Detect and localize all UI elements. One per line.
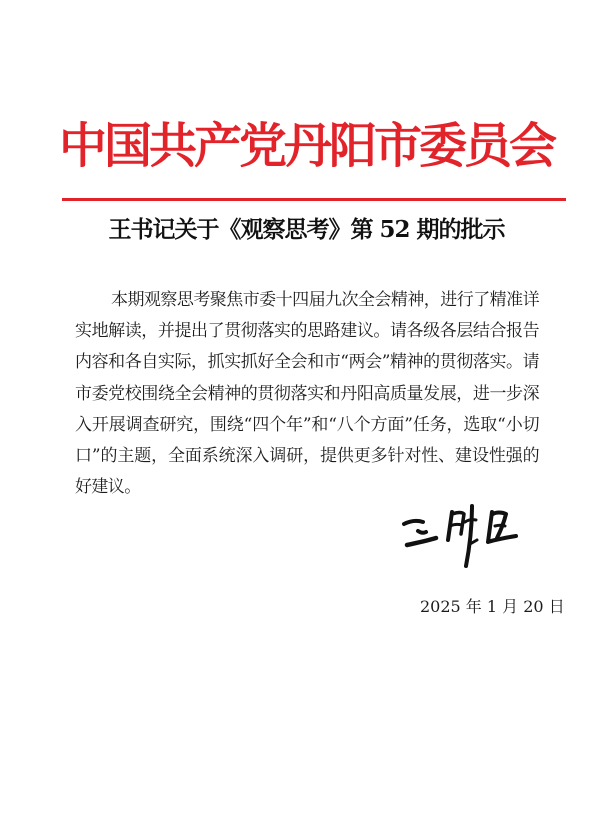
handwritten-signature (398, 500, 528, 572)
document-title: 王书记关于《观察思考》第 52 期的批示 (108, 216, 505, 243)
letterhead-divider (62, 198, 566, 201)
letterhead-org-name: 中国共产党丹阳市委员会 (58, 118, 554, 174)
document-body: 本期观察思考聚焦市委十四届九次全会精神，进行了精准详实地解读，并提出了贯彻落实的思路建议。请各级各层结合报告内容和各自实际，抓实抓好全会和市“两会”精神的贯彻落实。请市委党校围绕全会精神的贯彻落实和丹阳高质量发展，进一步深入开展调查研究，围绕“四个年”和“八个方面”任务，选取“小切口”的主题，全面系统深入调研，提供更多针对性、建设性强的好建议。 (75, 290, 539, 498)
document-date: 2025 年 1 月 20 日 (420, 597, 565, 616)
